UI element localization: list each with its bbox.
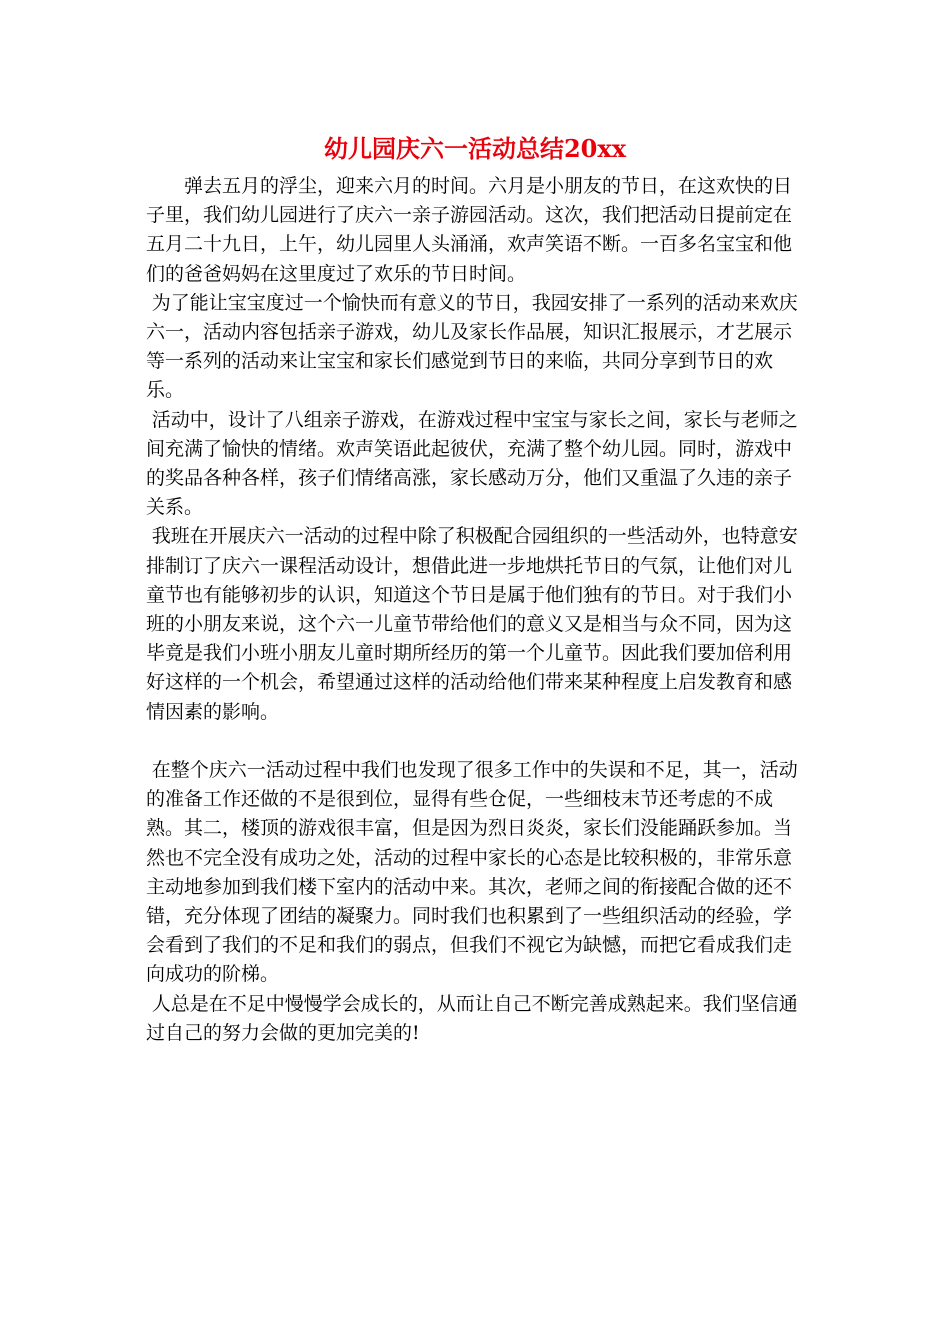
paragraph-1: 弹去五月的浮尘，迎来六月的时间。六月是小朋友的节日，在这欢快的日子里，我们幼儿园进行了庆六一亲子游园活动。这次，我们把活动日提前定在五月二十九日，上午，幼儿园里人头涌涌，欢声笑语不断。一百多名宝宝和他们的爸爸妈妈在这里度过了欢乐的节日时间。	[146, 175, 793, 285]
paragraph-6: 人总是在不足中慢慢学会成长的，从而让自己不断完善成熟起来。我们坚信通过自己的努力会做的更加完美的!	[146, 992, 798, 1044]
document-body	[146, 172, 806, 1048]
document-title: 幼儿园庆六一活动总结20xx	[323, 134, 626, 163]
paragraph-spacer	[146, 727, 806, 756]
paragraph-3: 活动中，设计了八组亲子游戏，在游戏过程中宝宝与家长之间，家长与老师之间充满了愉快的情绪。欢声笑语此起彼伏，充满了整个幼儿园。同时，游戏中的奖品各种各样，孩子们情绪高涨，家长感动万分，他们又重温了久违的亲子关系。	[146, 408, 798, 519]
paragraph-5: 在整个庆六一活动过程中我们也发现了很多工作中的失误和不足，其一，活动的准备工作还做的不是很到位，显得有些仓促，一些细枝末节还考虑的不成熟。其二，楼顶的游戏很丰富，但是因为烈日炎炎，家长们没能踊跃参加。当然也不完全没有成功之处，活动的过程中家长的心态是比较积极的，非常乐意主动地参加到我们楼下室内的活动中来。其次，老师之间的衔接配合做的还不错，充分体现了团结的凝聚力。同时我们也积累到了一些组织活动的经验，学会看到了我们的不足和我们的弱点，但我们不视它为缺憾，而把它看成我们走向成功的阶梯。	[146, 759, 798, 986]
paragraph-2: 为了能让宝宝度过一个愉快而有意义的节日，我园安排了一系列的活动来欢庆六一，活动内容包括亲子游戏，幼儿及家长作品展，知识汇报展示，才艺展示等一系列的活动来让宝宝和家长们感觉到节日的来临，共同分享到节日的欢乐。	[146, 291, 798, 402]
paragraph-4: 我班在开展庆六一活动的过程中除了积极配合园组织的一些活动外，也特意安排制订了庆六一课程活动设计，想借此进一步地烘托节日的气氛，让他们对儿童节也有能够初步的认识，知道这个节日是属于他们独有的节日。对于我们小班的小朋友来说，这个六一儿童节带给他们的意义又是相当与众不同，因为这毕竟是我们小班小朋友儿童时期所经历的第一个儿童节。因此我们要加倍利用好这样的一个机会，希望通过这样的活动给他们带来某种程度上启发教育和感情因素的影响。	[146, 525, 798, 723]
